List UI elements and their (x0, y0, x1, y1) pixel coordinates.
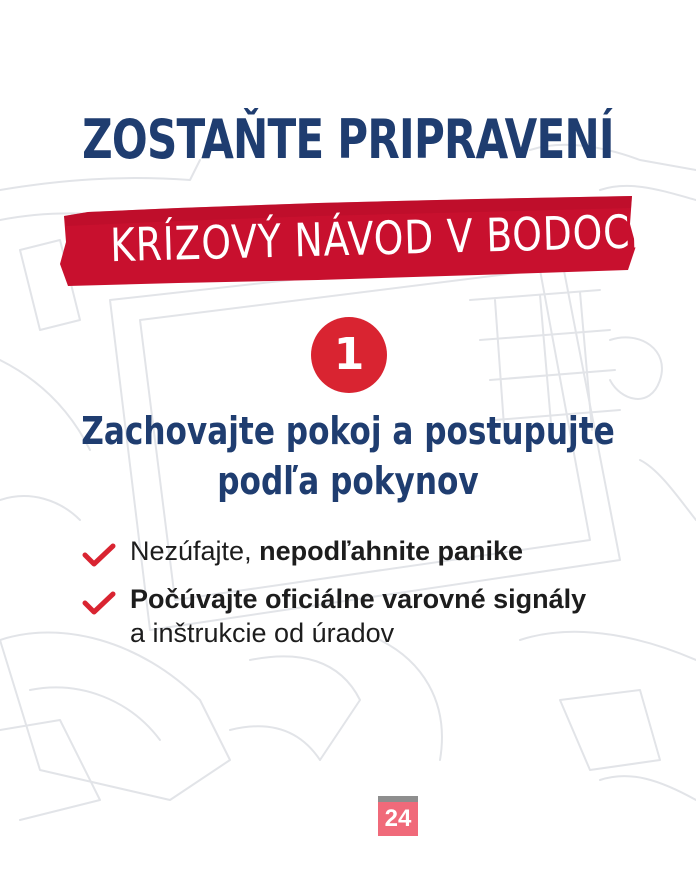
brand-logo (378, 796, 418, 836)
step-title (63, 406, 634, 506)
bullet-text-regular: Nezúfajte, (130, 536, 260, 566)
logo-stripe (378, 796, 418, 802)
bullet-text (130, 534, 662, 568)
step-title-line-2: podľa pokynov (217, 459, 479, 503)
bullet-text-bold: nepodľahnite panike (259, 536, 524, 566)
banner-label: KRÍZOVÝ NÁVOD V BODOCH (109, 203, 661, 273)
red-tape-banner (58, 194, 661, 286)
step-title-line-1: Zachovajte pokoj a postupujte (81, 409, 615, 453)
list-item (82, 582, 662, 650)
page-headline: ZOSTAŇTE PRIPRAVENÍ (82, 108, 614, 171)
step-number-badge: 1 (311, 317, 387, 393)
bullet-text-bold: Počúvajte oficiálne varovné signály (130, 584, 587, 614)
bullet-text (130, 582, 662, 650)
bullet-list (82, 534, 662, 664)
bullet-text-regular: a inštrukcie od úradov (130, 618, 395, 648)
checkmark-icon (82, 590, 116, 616)
list-item (82, 534, 662, 568)
checkmark-icon (82, 542, 116, 568)
logo-text: 24 (384, 805, 412, 832)
